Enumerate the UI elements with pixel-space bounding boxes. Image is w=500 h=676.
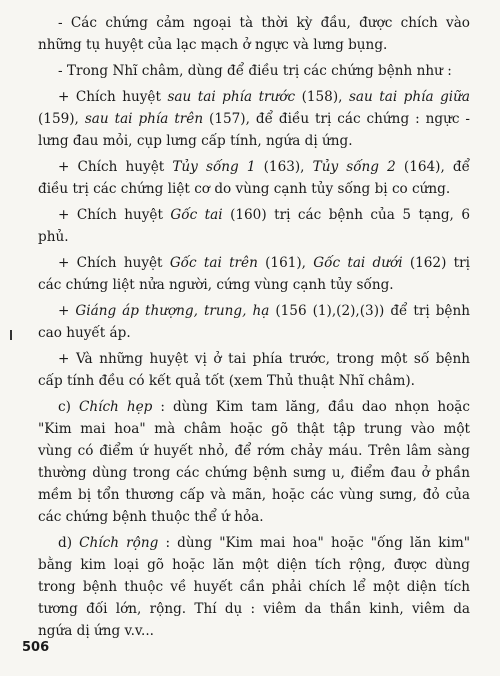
text-line	[38, 34, 470, 56]
text-run: các chứng liệt nửa người, cứng vùng cạnh tủy sống.	[38, 277, 394, 293]
text-run: (160) trị các bệnh của 5 tạng, 6	[222, 207, 470, 223]
italic-text: Tủy sống 1	[172, 159, 256, 175]
paragraph	[38, 532, 470, 642]
text-run: (164), để	[395, 159, 470, 175]
text-line	[38, 506, 470, 528]
italic-text: Chích hẹp	[78, 399, 153, 415]
text-run: (156 (1),(2),(3)) để trị bệnh	[269, 303, 470, 319]
text-line	[38, 440, 470, 462]
text-line	[38, 576, 470, 598]
text-run: + Chích huyệt	[58, 159, 173, 175]
text-line	[58, 60, 470, 82]
text-line	[38, 462, 470, 484]
text-run: d)	[58, 535, 80, 551]
text-run: tương đối lớn, rộng. Thí dụ : viêm da thần kinh, viêm da	[38, 601, 470, 617]
text-run: + Chích huyệt	[58, 255, 170, 271]
italic-text: sau tai phía trước	[167, 89, 296, 105]
text-line	[58, 532, 470, 554]
text-run: (158),	[295, 89, 349, 105]
text-run: : dùng "Kim mai hoa" hoặc "ống lăn kim"	[158, 535, 470, 551]
text-line	[38, 322, 470, 344]
text-run: (157), để điều trị các chứng : ngực -	[203, 111, 470, 127]
text-run: mềm bị tổn thương cấp và mãn, hoặc các vùng sưng, đỏ của	[38, 487, 470, 503]
scan-mark	[10, 330, 12, 340]
italic-text: Tủy sống 2	[312, 159, 396, 175]
text-line	[58, 396, 470, 418]
text-run: - Trong Nhĩ châm, dùng để điều trị các chứng bệnh như :	[58, 63, 452, 79]
paragraph	[38, 156, 470, 200]
paragraph	[38, 204, 470, 248]
text-run: + Chích huyệt	[58, 207, 171, 223]
text-run: - Các chứng cảm ngoại tà thời kỳ đầu, được chích vào	[58, 15, 470, 31]
text-run: + Và những huyệt vị ở tai phía trước, trong một số bệnh	[58, 351, 470, 367]
page-number: 506	[22, 640, 50, 655]
text-line	[38, 484, 470, 506]
text-run: (161),	[257, 255, 314, 271]
paragraph	[38, 348, 470, 392]
text-run: + Chích huyệt	[58, 89, 168, 105]
text-line	[38, 598, 470, 620]
text-line	[38, 130, 470, 152]
text-run: c)	[58, 399, 79, 415]
text-line	[38, 178, 470, 200]
text-line	[58, 252, 470, 274]
paragraph	[38, 300, 470, 344]
text-line	[58, 300, 470, 322]
text-line	[58, 86, 470, 108]
italic-text: Gốc tai trên	[169, 255, 258, 271]
italic-text: Chích rộng	[79, 535, 159, 551]
text-line	[38, 418, 470, 440]
text-run: (163),	[255, 159, 313, 175]
text-run: +	[58, 303, 76, 319]
italic-text: sau tai phía trên	[84, 111, 204, 127]
text-run: các chứng bệnh thuộc thể ứ hỏa.	[38, 509, 264, 525]
text-line	[38, 108, 470, 130]
text-run: điều trị các chứng liệt cơ do vùng cạnh tủy sống bị co cứng.	[38, 181, 451, 197]
text-run: thường dùng trong các chứng bệnh sưng u, điểm đau ở phần	[38, 465, 470, 481]
page-body	[38, 12, 470, 646]
paragraph	[38, 86, 470, 152]
paragraph	[38, 396, 470, 528]
paragraph	[38, 252, 470, 296]
text-line	[58, 204, 470, 226]
text-line	[38, 554, 470, 576]
paragraph	[38, 12, 470, 56]
text-run: cấp tính đều có kết quả tốt (xem Thủ thuật Nhĩ châm).	[38, 373, 415, 389]
text-run: trong bệnh thuộc về huyết cần phải chích lể một diện tích	[38, 579, 470, 595]
text-run: (159),	[38, 111, 85, 127]
italic-text: Gốc tai	[170, 207, 223, 223]
text-run: cao huyết áp.	[38, 325, 131, 341]
text-run: : dùng Kim tam lăng, đầu dao nhọn hoặc	[152, 399, 470, 415]
text-run: phủ.	[38, 229, 69, 245]
text-line	[58, 348, 470, 370]
italic-text: Giáng áp thượng, trung, hạ	[75, 303, 270, 319]
text-run: lưng đau mỏi, cụp lưng cấp tính, ngứa dị ứng.	[38, 133, 353, 149]
text-run: "Kim mai hoa" mà châm hoặc gõ thật tập trung vào một	[38, 421, 470, 437]
text-run: (162) trị	[402, 255, 470, 271]
text-line	[58, 12, 470, 34]
italic-text: Gốc tai dưới	[313, 255, 403, 271]
text-line	[38, 620, 470, 642]
text-run: ngứa dị ứng v.v...	[38, 623, 154, 639]
text-line	[58, 156, 470, 178]
text-line	[38, 274, 470, 296]
text-run: những tụ huyệt của lạc mạch ở ngực và lưng bụng.	[38, 37, 388, 53]
paragraph	[38, 60, 470, 82]
text-run: bằng kim loại gõ hoặc lăn một diện tích rộng, được dùng	[38, 557, 470, 573]
text-run: vùng có điểm ứ huyết nhỏ, để rớm chảy máu. Trên lâm sàng	[38, 443, 470, 459]
text-line	[38, 226, 470, 248]
text-line	[38, 370, 470, 392]
italic-text: sau tai phía giữa	[348, 89, 470, 105]
